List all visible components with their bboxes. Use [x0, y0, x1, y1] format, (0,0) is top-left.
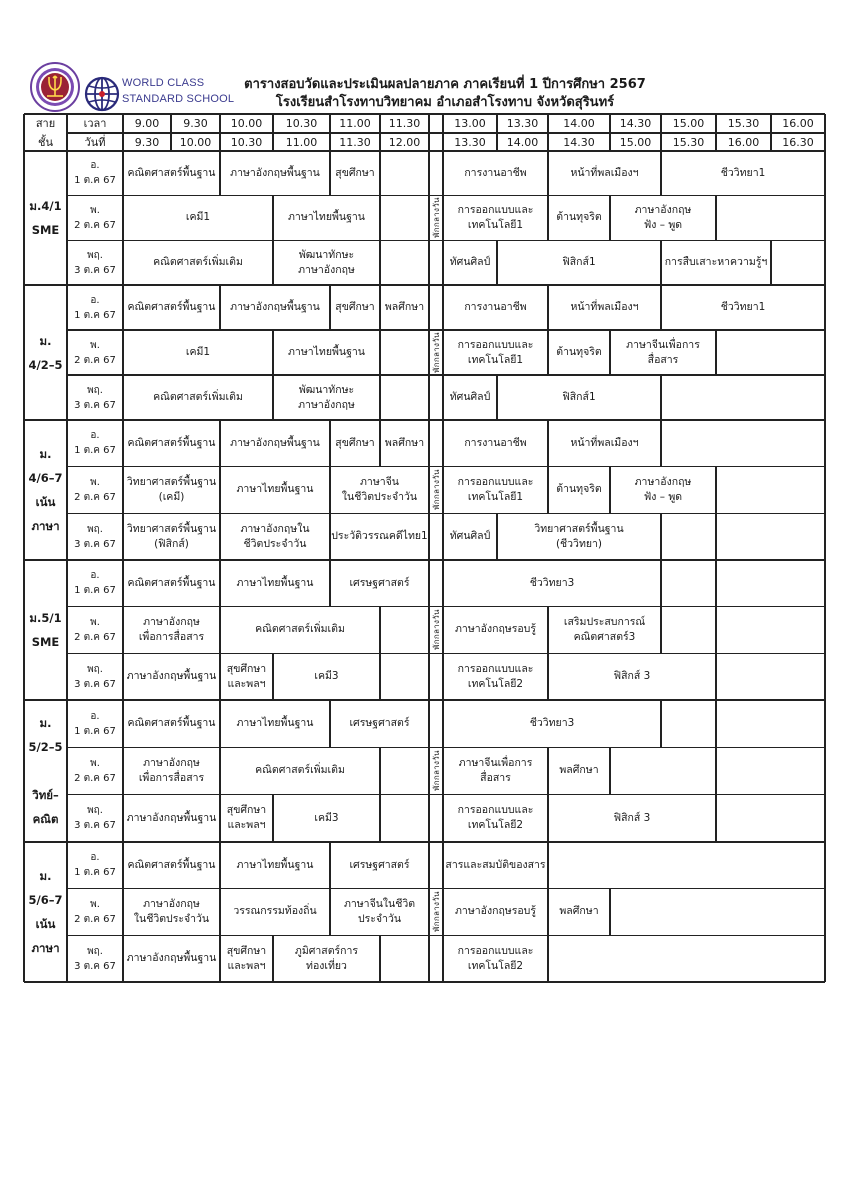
subject-cell: ฟิสิกส์ 3	[613, 670, 651, 683]
subject-cell: ภาษาไทยพื้นฐาน	[288, 211, 365, 224]
time-slot-end: 14.30	[563, 135, 595, 149]
subject-cell: เศรษฐศาสตร์	[349, 717, 410, 730]
exam-date: พ. 2 ต.ค 67	[74, 616, 116, 643]
subject-cell: ชีววิทยา1	[720, 166, 766, 179]
subject-cell: เคมี3	[314, 670, 339, 683]
grid-line-v	[66, 842, 67, 982]
subject-cell: ภาษาไทยพื้นฐาน	[236, 576, 314, 589]
subject-cell: ภาษาอังกฤษ เพื่อการสื่อสาร	[138, 615, 205, 643]
lunch-break-text: พักกลางวัน	[431, 609, 441, 651]
subject-cell: ภาษาอังกฤษ ฟัง – พูด	[634, 203, 692, 231]
grid-line-v	[496, 114, 497, 151]
time-slot-start: 9.30	[183, 117, 208, 130]
lunch-break-text: พักกลางวัน	[431, 197, 441, 239]
subject-cell: วรรณกรรมท้องถิ่น	[233, 905, 317, 918]
lunch-break-text: พักกลางวัน	[431, 750, 441, 792]
subject-cell: ทัศนศิลป์	[449, 391, 491, 403]
grid-line-v	[66, 420, 67, 560]
time-slot-end: 10.30	[230, 135, 263, 149]
class-group-label: ม.5/1 SME	[29, 611, 62, 649]
subject-cell: ชีววิทยา3	[529, 576, 575, 589]
subject-cell: สุขศึกษา และพลฯ	[226, 944, 267, 972]
subject-cell: การออกแบบและ เทคโนโลยี1	[457, 475, 534, 503]
subject-cell: วิทยาศาสตร์พื้นฐาน (ชีววิทยา)	[534, 522, 624, 550]
exam-date: พฤ. 3 ต.ค 67	[74, 384, 116, 411]
exam-date: พ. 2 ต.ค 67	[74, 339, 116, 366]
subject-cell: คณิตศาสตร์เพิ่มเติม	[153, 256, 243, 269]
subject-cell: คณิตศาสตร์พื้นฐาน	[127, 301, 216, 313]
time-slot-end: 9.30	[134, 135, 160, 149]
time-slot-start: 13.30	[506, 117, 539, 130]
exam-date: พฤ. 3 ต.ค 67	[74, 945, 116, 972]
time-slot-start: 11.30	[388, 117, 421, 130]
grid-line-v	[428, 114, 430, 151]
subject-cell: พลศึกษา	[559, 905, 599, 918]
subject-cell	[661, 700, 716, 747]
subject-cell	[380, 196, 429, 241]
grid-line-v	[428, 560, 430, 700]
subject-cell	[548, 935, 825, 982]
subject-cell: การงานอาชีพ	[464, 436, 527, 449]
subject-cell	[716, 330, 825, 375]
grid-line-v	[442, 842, 444, 982]
subject-cell: ชีววิทยา3	[529, 717, 575, 730]
subject-cell: ภาษาไทยพื้นฐาน	[236, 483, 314, 496]
grid-line-v	[428, 420, 430, 560]
grid-line-v	[122, 560, 123, 700]
subject-cell: สุขศึกษา	[335, 436, 375, 449]
globe-icon	[84, 76, 120, 112]
subject-cell: การสืบเสาะหาความรู้ฯ	[664, 256, 768, 269]
grid-line-h	[67, 132, 825, 133]
subject-cell: พัฒนาทักษะ ภาษาอังกฤษ	[298, 248, 355, 276]
subject-cell: คณิตศาสตร์พื้นฐาน	[127, 717, 216, 730]
subject-cell: สุขศึกษา	[335, 301, 375, 313]
subject-cell	[716, 607, 825, 654]
subject-cell: ภาษาจีนในชีวิตประจำวัน	[343, 897, 416, 925]
wcs-logo-bottom-text: STANDARD SCHOOL	[122, 93, 235, 105]
corner-label-bottom: ชั้น	[38, 135, 53, 149]
subject-cell: การงานอาชีพ	[464, 166, 527, 179]
grid-line-v	[66, 560, 67, 700]
class-group-label: ม.4/1 SME	[29, 199, 62, 237]
exam-date: พ. 2 ต.ค 67	[74, 757, 116, 784]
subject-cell	[661, 560, 716, 607]
subject-cell	[380, 653, 429, 700]
subject-cell: การงานอาชีพ	[464, 301, 527, 313]
subject-cell	[716, 747, 825, 794]
lunch-break-label	[429, 747, 443, 794]
time-slot-start: 10.00	[230, 117, 263, 130]
grid-line-v	[122, 700, 123, 842]
subject-cell: ต้านทุจริต	[556, 346, 602, 358]
exam-date: อ. 1 ต.ค 67	[74, 294, 116, 321]
subject-cell: ภาษาจีน ในชีวิตประจำวัน	[341, 475, 418, 503]
lunch-break-label	[429, 607, 443, 654]
subject-cell: ต้านทุจริต	[556, 211, 602, 224]
time-slot-start: 11.00	[339, 117, 371, 130]
subject-cell	[610, 747, 716, 794]
time-slot-start: 14.30	[619, 117, 652, 130]
date-header-label: วันที่	[84, 135, 106, 149]
subject-cell	[716, 560, 825, 607]
time-slot-start: 10.30	[285, 117, 318, 130]
grid-line-v	[66, 285, 67, 420]
subject-cell: เศรษฐศาสตร์	[349, 576, 410, 589]
grid-line-v	[122, 114, 123, 151]
subject-cell: พลศึกษา	[384, 436, 425, 449]
grid-line-v	[122, 151, 123, 285]
subject-cell: ทัศนศิลป์	[449, 530, 491, 543]
subject-cell: เคมี1	[185, 211, 211, 224]
lunch-break-label	[429, 889, 443, 936]
grid-line-v	[442, 114, 444, 151]
time-slot-end: 10.00	[179, 135, 212, 149]
subject-cell: คณิตศาสตร์พื้นฐาน	[127, 436, 216, 449]
subject-cell	[661, 420, 825, 467]
exam-date: พฤ. 3 ต.ค 67	[74, 805, 116, 832]
subject-cell: คณิตศาสตร์พื้นฐาน	[127, 166, 216, 179]
grid-line-v	[442, 700, 444, 842]
lunch-break-label	[429, 330, 443, 375]
subject-cell: ภาษาอังกฤษพื้นฐาน	[126, 670, 217, 683]
subject-cell: การออกแบบและ เทคโนโลยี1	[457, 338, 534, 366]
subject-cell: คณิตศาสตร์เพิ่มเติม	[255, 764, 345, 777]
grid-line-v	[66, 114, 67, 151]
time-slot-end: 16.30	[782, 135, 814, 149]
grid-line-h	[24, 981, 825, 983]
subject-cell: ฟิสิกส์ 3	[613, 811, 651, 824]
subject-cell: หน้าที่พลเมืองฯ	[570, 301, 639, 313]
subject-cell: ภาษาอังกฤษพื้นฐาน	[126, 952, 217, 965]
grid-line-v	[824, 114, 826, 982]
subject-cell	[716, 795, 825, 842]
wcs-logo-top-text: WORLD CLASS	[122, 77, 205, 89]
school-logo	[30, 62, 80, 112]
grid-line-v	[66, 700, 67, 842]
lunch-break-text: พักกลางวัน	[431, 332, 441, 373]
subject-cell: ภาษาจีนเพื่อการสื่อสาร	[458, 756, 533, 784]
time-slot-end: 14.00	[506, 135, 539, 149]
lunch-break-label	[429, 467, 443, 514]
subject-cell: พลศึกษา	[384, 301, 425, 313]
subject-cell: พลศึกษา	[559, 764, 599, 777]
exam-date: อ. 1 ต.ค 67	[74, 160, 116, 187]
time-slot-end: 12.00	[388, 135, 421, 149]
grid-line-v	[442, 285, 444, 420]
subject-cell	[380, 747, 429, 794]
subject-cell: ภาษาอังกฤษพื้นฐาน	[230, 166, 320, 179]
grid-line-v	[442, 151, 444, 285]
grid-line-v	[122, 285, 123, 420]
subject-cell	[716, 196, 825, 241]
class-group-label: ม. 5/6–7 เน้น ภาษา	[28, 869, 63, 955]
grid-line-v	[122, 420, 123, 560]
subject-cell: หน้าที่พลเมืองฯ	[570, 436, 639, 449]
grid-line-v	[379, 114, 380, 151]
time-slot-end: 15.00	[619, 135, 652, 149]
subject-cell: ภาษาไทยพื้นฐาน	[236, 717, 314, 730]
subject-cell	[380, 607, 429, 654]
time-slot-end: 11.30	[339, 135, 371, 149]
exam-date: อ. 1 ต.ค 67	[74, 710, 116, 737]
subject-cell	[380, 795, 429, 842]
exam-date: พ. 2 ต.ค 67	[74, 204, 116, 231]
subject-cell: ภาษาอังกฤษรอบรู้	[455, 623, 536, 636]
subject-cell	[661, 607, 716, 654]
subject-cell: เศรษฐศาสตร์	[349, 858, 410, 871]
lunch-break-label	[429, 196, 443, 241]
subject-cell: ภาษาไทยพื้นฐาน	[236, 858, 314, 871]
document-subtitle: โรงเรียนสำโรงทาบวิทยาคม อำเภอสำโรงทาบ จังหวัดสุรินทร์	[275, 95, 615, 110]
lunch-break-text: พักกลางวัน	[431, 891, 441, 933]
lunch-break-text: พักกลางวัน	[431, 469, 441, 511]
grid-line-v	[715, 114, 716, 151]
grid-line-v	[770, 114, 771, 151]
class-group-label: ม. 5/2–5 วิทย์– คณิต	[28, 716, 63, 826]
subject-cell: คณิตศาสตร์พื้นฐาน	[127, 858, 216, 871]
subject-cell: การออกแบบและ เทคโนโลยี2	[457, 944, 534, 972]
grid-line-v	[428, 151, 430, 285]
subject-cell: ภาษาอังกฤษพื้นฐาน	[126, 811, 217, 824]
subject-cell: สุขศึกษา และพลฯ	[226, 662, 267, 690]
grid-line-v	[122, 842, 123, 982]
subject-cell: หน้าที่พลเมืองฯ	[570, 166, 639, 179]
subject-cell: เสริมประสบการณ์ คณิตศาสตร์3	[563, 615, 646, 643]
subject-cell: การออกแบบและ เทคโนโลยี2	[457, 804, 534, 832]
subject-cell: ทัศนศิลป์	[449, 256, 491, 269]
subject-cell: ภาษาอังกฤษ ฟัง – พูด	[634, 475, 692, 503]
exam-date: อ. 1 ต.ค 67	[74, 852, 116, 879]
subject-cell	[716, 700, 825, 747]
subject-cell	[610, 889, 825, 936]
time-slot-end: 15.30	[672, 135, 705, 149]
exam-date: พฤ. 3 ต.ค 67	[74, 249, 116, 276]
subject-cell: สุขศึกษา	[335, 166, 375, 179]
subject-cell: ภาษาอังกฤษพื้นฐาน	[230, 436, 320, 449]
exam-schedule-table	[24, 114, 825, 982]
subject-cell: ประวัติวรรณคดีไทย1	[331, 530, 428, 543]
subject-cell: เคมี1	[185, 346, 211, 358]
subject-cell	[661, 513, 716, 560]
subject-cell: คณิตศาสตร์เพิ่มเติม	[255, 623, 345, 636]
subject-cell: สุขศึกษา และพลฯ	[226, 804, 267, 832]
grid-line-v	[272, 114, 273, 151]
grid-line-v	[547, 114, 548, 151]
subject-cell	[661, 375, 825, 420]
subject-cell	[380, 375, 429, 420]
subject-cell: การออกแบบและ เทคโนโลยี2	[457, 662, 534, 690]
subject-cell: พัฒนาทักษะ ภาษาอังกฤษ	[298, 383, 355, 411]
corner-label-top: สาย	[35, 117, 56, 130]
subject-cell: สารและสมบัติของสาร	[445, 858, 546, 871]
subject-cell	[716, 653, 825, 700]
subject-cell: เคมี3	[314, 811, 339, 824]
class-group-label: ม. 4/6–7 เน้น ภาษา	[28, 447, 63, 533]
subject-cell	[380, 151, 429, 196]
subject-cell: ฟิสิกส์1	[562, 256, 596, 269]
subject-cell: คณิตศาสตร์พื้นฐาน	[127, 576, 216, 589]
grid-line-v	[219, 114, 220, 151]
grid-line-v	[329, 114, 330, 151]
subject-cell	[380, 935, 429, 982]
subject-cell: ภาษาอังกฤษพื้นฐาน	[230, 301, 320, 313]
exam-date: พ. 2 ต.ค 67	[74, 476, 116, 503]
time-slot-end: 16.00	[727, 135, 760, 149]
grid-line-h	[24, 150, 825, 152]
time-slot-start: 13.00	[454, 117, 486, 130]
exam-date: อ. 1 ต.ค 67	[74, 570, 116, 597]
grid-line-v	[23, 114, 25, 982]
grid-line-v	[170, 114, 171, 151]
grid-line-v	[428, 285, 430, 420]
time-header-label: เวลา	[83, 117, 107, 130]
time-slot-start: 16.00	[782, 117, 814, 130]
subject-cell: ฟิสิกส์1	[562, 391, 596, 403]
time-slot-end: 11.00	[285, 135, 318, 149]
grid-line-v	[428, 842, 430, 982]
time-slot-start: 15.00	[672, 117, 705, 130]
document-title: ตารางสอบวัดและประเมินผลปลายภาค ภาคเรียนที่ 1 ปีการศึกษา 2567	[244, 77, 646, 92]
subject-cell: ภาษาจีนเพื่อการ สื่อสาร	[626, 338, 700, 366]
subject-cell	[380, 240, 429, 285]
time-slot-start: 14.00	[563, 117, 595, 130]
subject-cell: ภาษาอังกฤษรอบรู้	[455, 905, 536, 918]
time-slot-start: 15.30	[727, 117, 760, 130]
time-slot-end: 13.30	[454, 135, 486, 149]
grid-line-v	[442, 420, 444, 560]
class-group-label: ม. 4/2–5	[28, 333, 63, 372]
subject-cell: วิทยาศาสตร์พื้นฐาน (เคมี)	[126, 475, 217, 503]
subject-cell: ต้านทุจริต	[556, 483, 602, 496]
subject-cell: วิทยาศาสตร์พื้นฐาน (ฟิสิกส์)	[126, 522, 217, 550]
subject-cell: การออกแบบและ เทคโนโลยี1	[457, 203, 534, 231]
subject-cell	[716, 513, 825, 560]
subject-cell	[380, 330, 429, 375]
world-class-standard-school-logo	[84, 76, 235, 112]
time-slot-start: 9.00	[134, 117, 160, 130]
subject-cell: ภาษาอังกฤษ ในชีวิตประจำวัน	[133, 897, 210, 925]
subject-cell: ภาษาอังกฤษใน ชีวิตประจำวัน	[240, 522, 310, 550]
grid-line-v	[428, 700, 430, 842]
exam-date: พฤ. 3 ต.ค 67	[74, 663, 116, 690]
grid-line-h	[24, 113, 825, 115]
grid-line-v	[609, 114, 610, 151]
subject-cell	[548, 842, 825, 889]
grid-line-v	[66, 151, 67, 285]
subject-cell	[716, 467, 825, 514]
subject-cell: คณิตศาสตร์เพิ่มเติม	[153, 391, 243, 403]
exam-date: พ. 2 ต.ค 67	[74, 898, 116, 925]
exam-date: อ. 1 ต.ค 67	[74, 430, 116, 457]
subject-cell	[771, 240, 825, 285]
subject-cell: ชีววิทยา1	[720, 301, 766, 313]
grid-line-v	[660, 114, 661, 151]
subject-cell: ภาษาอังกฤษ เพื่อการสื่อสาร	[138, 756, 205, 784]
grid-line-v	[442, 560, 444, 700]
subject-cell: ภาษาไทยพื้นฐาน	[288, 346, 365, 358]
subject-cell: ภูมิศาสตร์การ ท่องเที่ยว	[294, 944, 359, 972]
exam-date: พฤ. 3 ต.ค 67	[74, 523, 116, 550]
